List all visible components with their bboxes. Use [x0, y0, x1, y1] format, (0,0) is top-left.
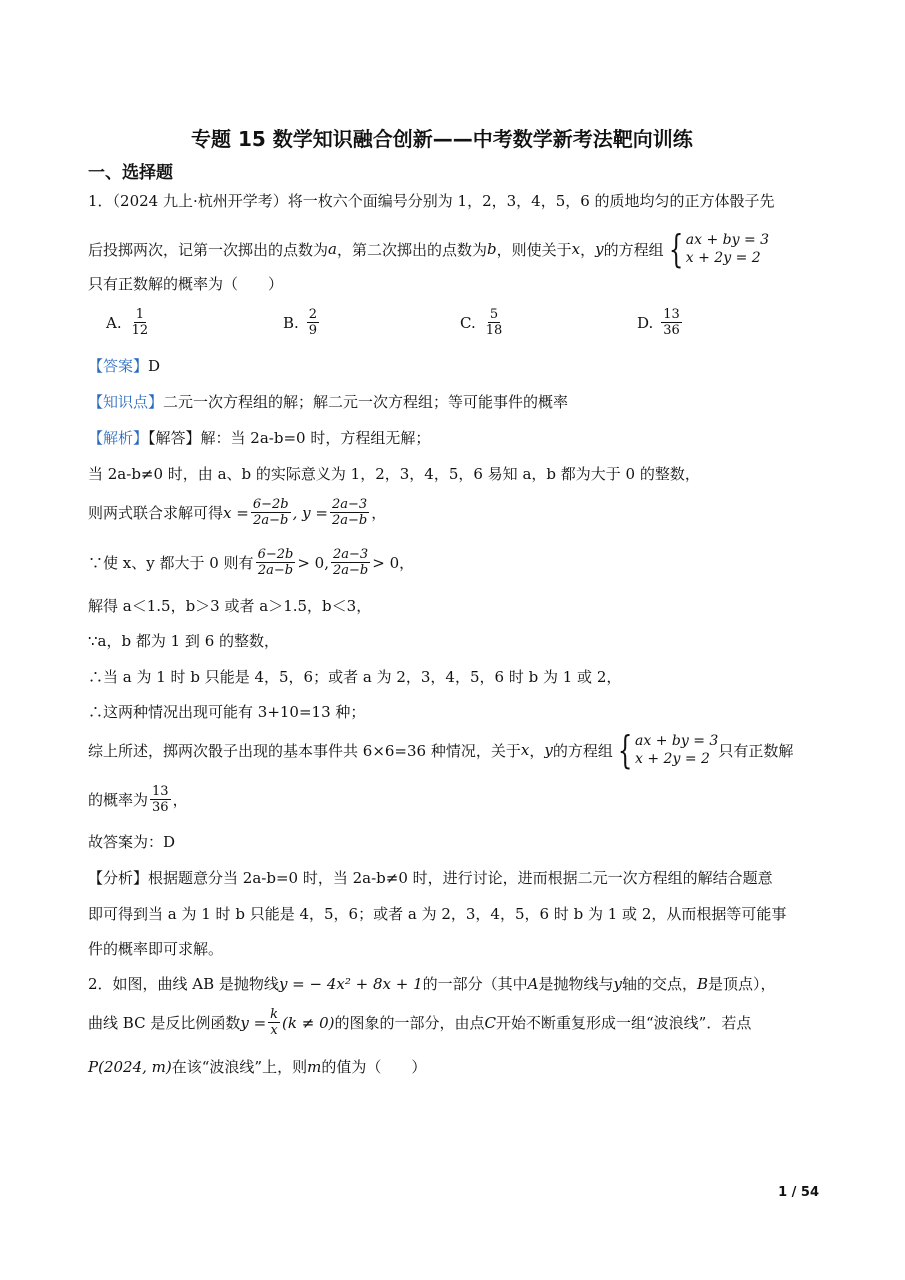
denominator: 9 [308, 323, 318, 338]
solution-text: 综上所述，掷两次骰子出现的基本事件共 6×6=36 种情况，关于 [88, 741, 521, 760]
knowledge-line [88, 391, 568, 412]
solution-text: 的方程组 [552, 741, 613, 760]
var-b: b [486, 240, 497, 258]
option-label: C. [460, 313, 476, 332]
x-equals: x = [223, 503, 249, 522]
page-number: 1 / 54 [778, 1185, 819, 1200]
fraction-x [251, 498, 291, 527]
numerator: 6−2b [252, 497, 289, 512]
inverse-fraction [268, 1008, 280, 1037]
option-fraction [661, 308, 682, 337]
q1-text: ，则使关于 [496, 240, 572, 259]
solution-line3 [88, 498, 386, 527]
brace-icon: { [668, 227, 683, 271]
solution-line10 [88, 785, 188, 814]
analysis-text: 根据题意分当 2a-b=0 时，当 2a-b≠0 时，进行讨论，进而根据二元一次方程组的解结合题意 [148, 869, 773, 887]
point-p: P(2024, m) [88, 1057, 172, 1076]
system-row: ax + by = 3 [685, 232, 770, 248]
q1-text: ，第二次掷出的点数为 [336, 240, 487, 259]
numerator: 13 [663, 307, 680, 322]
option-b [283, 308, 321, 337]
section-heading: 一、选择题 [88, 163, 173, 183]
brace-icon: { [617, 728, 633, 772]
point-a: A [527, 974, 539, 993]
denominator: 36 [663, 323, 680, 338]
numerator: 2a−3 [333, 547, 369, 562]
solution-line5: 解得 a＜1.5，b＞3 或者 a＞1.5，b＜3， [88, 597, 372, 615]
var-a: a [328, 240, 337, 258]
y-equals: , y = [292, 503, 328, 522]
solution-text: ， [371, 504, 387, 522]
var-y: y [595, 240, 604, 258]
q2-line1 [88, 973, 776, 994]
parabola-equation: y = − 4x² + 8x + 1 [278, 974, 423, 993]
q2-line3 [88, 1056, 426, 1077]
denominator: x [270, 1023, 278, 1038]
solution-line11: 故答案为：D [88, 833, 176, 851]
analysis-line1 [88, 867, 773, 888]
solution-text: 的概率为 [88, 791, 149, 809]
probability-fraction [150, 785, 171, 814]
q2-text: 的图象的一部分，由点 [334, 1014, 485, 1032]
knowledge-text: 二元一次方程组的解；解二元一次方程组；等可能事件的概率 [163, 393, 569, 411]
q2-text: 曲线 BC 是反比例函数 [88, 1014, 241, 1032]
page-title: 专题 15 数学知识融合创新——中考数学新考法靶向训练 [191, 127, 693, 151]
answer-tag: 【答案】 [88, 357, 149, 375]
solution-line4 [88, 548, 414, 577]
q2-text: 的值为（ ） [321, 1058, 427, 1076]
k-condition: (k ≠ 0) [282, 1013, 335, 1032]
numerator: 1 [135, 307, 145, 322]
point-c: C [484, 1013, 496, 1032]
answer-line [88, 355, 160, 376]
analysis-line2: 即可得到当 a 为 1 时 b 只能是 4，5，6；或者 a 为 2，3，4，5，6 时 b 为 1 或 2，从而根据等可能事 [88, 905, 787, 923]
numerator: 5 [489, 307, 499, 322]
option-fraction [307, 308, 319, 337]
denominator: 18 [485, 323, 503, 338]
solution-line1 [88, 427, 430, 448]
q1-line3: 只有正数解的概率为（ ） [88, 275, 284, 293]
option-fraction [484, 308, 505, 337]
answer-value: D [148, 357, 161, 375]
gt-zero: > 0， [372, 554, 415, 572]
equation-system [613, 728, 719, 772]
denominator: 2a−b [332, 563, 369, 578]
solution-text: 则两式联合求解可得 [88, 504, 224, 522]
q2-text: 2．如图，曲线 AB 是抛物线 [88, 975, 279, 993]
var-x: x [520, 741, 530, 759]
fraction-x [256, 548, 296, 577]
var-x: x [571, 240, 581, 258]
option-label: B. [283, 313, 299, 332]
var-y: y [544, 741, 553, 759]
y-equals: y = [240, 1013, 267, 1032]
system-row: ax + by = 3 [635, 733, 719, 749]
option-fraction [130, 308, 151, 337]
option-a [106, 308, 152, 337]
q2-text: 是抛物线与 [538, 975, 614, 993]
fraction-y [330, 498, 369, 527]
numerator: 2 [308, 307, 318, 322]
solution-line9 [88, 728, 794, 772]
solution-text: ， [529, 741, 545, 760]
q1-line2 [88, 227, 770, 271]
denominator: 36 [152, 800, 169, 815]
fraction-y [331, 548, 370, 577]
q1-text: 后投掷两次，记第一次掷出的点数为 [88, 240, 329, 259]
q2-text: 开始不断重复形成一组“波浪线”．若点 [495, 1014, 752, 1032]
q2-line2 [88, 1008, 751, 1037]
denominator: 2a−b [331, 513, 368, 528]
analysis-tag: 【分析】 [88, 869, 149, 887]
denominator: 2a−b [253, 513, 289, 528]
q2-text: 的一部分（其中 [422, 975, 528, 993]
q2-text: 轴的交点， [621, 975, 697, 993]
option-label: A. [106, 313, 122, 332]
q1-line1: 1．（2024 九上·杭州开学考）将一枚六个面编号分别为 1，2，3，4，5，6 的质地均匀的正方体骰子先 [88, 192, 775, 210]
analysis-line3: 件的概率即可求解。 [88, 940, 224, 958]
numerator: k [270, 1007, 279, 1022]
system-row: x + 2y = 2 [685, 250, 761, 266]
solution-text: 只有正数解 [718, 741, 794, 760]
denominator: 12 [131, 323, 149, 338]
q2-text: 是顶点）， [708, 975, 776, 993]
point-b: B [697, 974, 709, 993]
solution-text: 解：当 2a-b=0 时，方程组无解； [200, 429, 431, 447]
numerator: 13 [152, 784, 169, 799]
y-axis-var: y [613, 974, 622, 993]
solution-text: ∵使 x、y 都大于 0 则有 [88, 554, 254, 572]
solution-text: ， [172, 791, 188, 809]
numerator: 2a−3 [331, 497, 368, 512]
knowledge-tag: 【知识点】 [88, 393, 164, 411]
q1-text: ， [580, 240, 596, 259]
option-label: D. [637, 313, 654, 332]
gt-zero: > 0, [297, 553, 329, 572]
solution-line6: ∵a，b 都为 1 到 6 的整数， [88, 632, 280, 650]
solution-line2: 当 2a-b≠0 时，由 a、b 的实际意义为 1，2，3，4，5，6 易知 a，b 都为大于 0 的整数， [88, 465, 700, 483]
solution-tag2: 【解答】 [148, 429, 201, 447]
q2-text: 在该“波浪线”上，则 [171, 1058, 308, 1076]
solution-line8: ∴这两种情况出现可能有 3+10=13 种； [88, 703, 366, 721]
solution-tag: 【解析】 [88, 429, 149, 447]
var-m: m [307, 1057, 322, 1076]
q1-text: 的方程组 [603, 240, 664, 259]
option-c [460, 308, 506, 337]
solution-line7: ∴当 a 为 1 时 b 只能是 4，5，6；或者 a 为 2，3，4，5，6 时 b 为 1 或 2， [88, 668, 622, 686]
numerator: 6−2b [257, 547, 294, 562]
option-d [637, 308, 684, 337]
system-row: x + 2y = 2 [635, 751, 710, 767]
equation-system [664, 227, 770, 271]
denominator: 2a−b [257, 563, 294, 578]
